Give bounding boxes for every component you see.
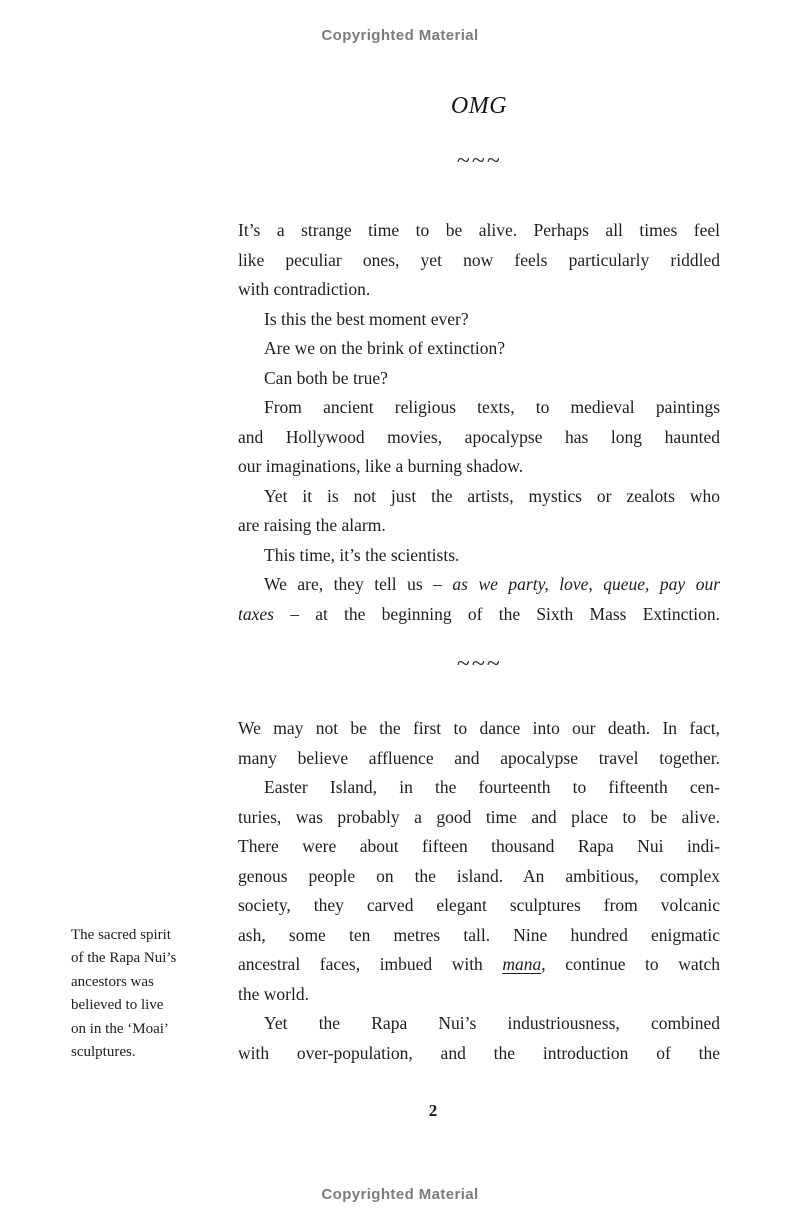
text-line <box>238 862 720 892</box>
text-line <box>238 921 720 951</box>
body-block-1 <box>238 216 720 629</box>
paragraph <box>238 541 720 571</box>
text-line <box>238 744 720 774</box>
text-line <box>238 246 720 276</box>
margin-note <box>71 924 229 1064</box>
text-segment: genous people on the island. An ambitious, complex <box>238 865 720 886</box>
text-line <box>238 452 720 482</box>
text-segment: It’s a strange time to be alive. Perhaps all times feel <box>238 220 720 240</box>
text-segment: society, they carved elegant sculptures from volcanic <box>238 895 720 915</box>
paragraph <box>238 482 720 541</box>
paragraph <box>238 1009 720 1068</box>
text-line <box>238 393 720 423</box>
text-segment: believed to live <box>71 997 164 1014</box>
paragraph <box>238 714 720 773</box>
text-line <box>238 773 720 803</box>
text-segment: Yet it is not just the artists, mystics or zealots who <box>264 485 720 506</box>
text-line <box>238 803 720 833</box>
body-block-2 <box>238 714 720 1068</box>
text-segment: Are we on the brink of extinction? <box>264 338 506 358</box>
text-segment: , continue to watch <box>541 954 720 974</box>
text-line <box>71 971 229 994</box>
text-segment: From ancient religious texts, to medieval paintings <box>264 397 720 417</box>
chapter-title: OMG <box>450 93 508 119</box>
emphasized-text: mana <box>502 954 542 974</box>
text-line <box>238 482 720 512</box>
text-line <box>238 891 720 921</box>
text-line <box>238 305 720 335</box>
text-segment: turies, was probably a good time and place to be alive. <box>238 806 720 827</box>
text-line <box>71 1018 229 1041</box>
text-line <box>238 1009 720 1039</box>
text-line <box>71 994 229 1017</box>
text-line <box>238 334 720 364</box>
text-line <box>71 924 229 947</box>
page-number: 2 <box>428 1101 438 1120</box>
text-segment: of the Rapa Nui’s <box>71 950 177 967</box>
text-line <box>238 950 720 980</box>
paragraph <box>238 216 720 305</box>
text-segment: on in the ‘Moai’ <box>71 1020 169 1037</box>
paragraph <box>238 570 720 629</box>
text-segment: Yet the Rapa Nui’s industriousness, combined <box>264 1013 720 1033</box>
text-line <box>238 423 720 453</box>
text-line <box>238 714 720 744</box>
text-segment: many believe affluence and apocalypse travel together. <box>238 747 720 768</box>
text-line <box>238 275 720 305</box>
text-line <box>238 541 720 571</box>
text-line <box>238 216 720 246</box>
emphasized-text: as we party, love, queue, pay our <box>452 574 720 594</box>
text-segment: ancestral faces, imbued with <box>238 954 503 974</box>
paragraph <box>238 334 720 364</box>
text-segment: our imaginations, like a burning shadow. <box>238 456 524 476</box>
paragraph <box>238 773 720 1009</box>
emphasized-text: taxes <box>238 603 274 624</box>
text-line <box>238 570 720 600</box>
text-segment: The sacred spirit <box>71 927 171 943</box>
text-line <box>238 832 720 862</box>
text-segment: and Hollywood movies, apocalypse has long haunted <box>238 426 720 447</box>
text-line <box>238 980 720 1010</box>
text-segment: like peculiar ones, yet now feels particularly riddled <box>238 249 720 270</box>
text-segment: with contradiction. <box>238 279 371 299</box>
text-segment: with over-population, and the introduction of the <box>238 1042 720 1063</box>
text-line <box>71 1041 229 1064</box>
text-segment: the world. <box>238 983 309 1004</box>
text-segment: This time, it’s the scientists. <box>264 544 460 565</box>
text-line <box>71 947 229 970</box>
section-divider-top: ~~~ <box>456 148 502 174</box>
text-segment: We may not be the first to dance into our death. In fact, <box>238 718 720 738</box>
paragraph <box>238 393 720 482</box>
copyright-notice-top: Copyrighted Material <box>321 27 479 44</box>
text-segment: Easter Island, in the fourteenth to fifteenth cen- <box>264 777 720 797</box>
paragraph <box>238 305 720 335</box>
text-segment: We are, they tell us – <box>264 574 453 594</box>
text-segment: Can both be true? <box>264 367 388 388</box>
text-segment: – at the beginning of the Sixth Mass Extinction. <box>273 603 720 624</box>
text-line <box>238 511 720 541</box>
text-segment: There were about fifteen thousand Rapa Nui indi- <box>238 836 720 856</box>
text-line <box>238 1039 720 1069</box>
paragraph <box>238 364 720 394</box>
text-segment: sculptures. <box>71 1044 136 1061</box>
text-segment: Is this the best moment ever? <box>264 308 469 329</box>
text-segment: are raising the alarm. <box>238 515 386 535</box>
copyright-notice-bottom: Copyrighted Material <box>321 1186 479 1203</box>
section-divider-middle: ~~~ <box>456 651 502 677</box>
text-line <box>238 600 720 630</box>
text-line <box>238 364 720 394</box>
text-segment: ancestors was <box>71 973 154 990</box>
text-segment: ash, some ten metres tall. Nine hundred enigmatic <box>238 924 720 945</box>
